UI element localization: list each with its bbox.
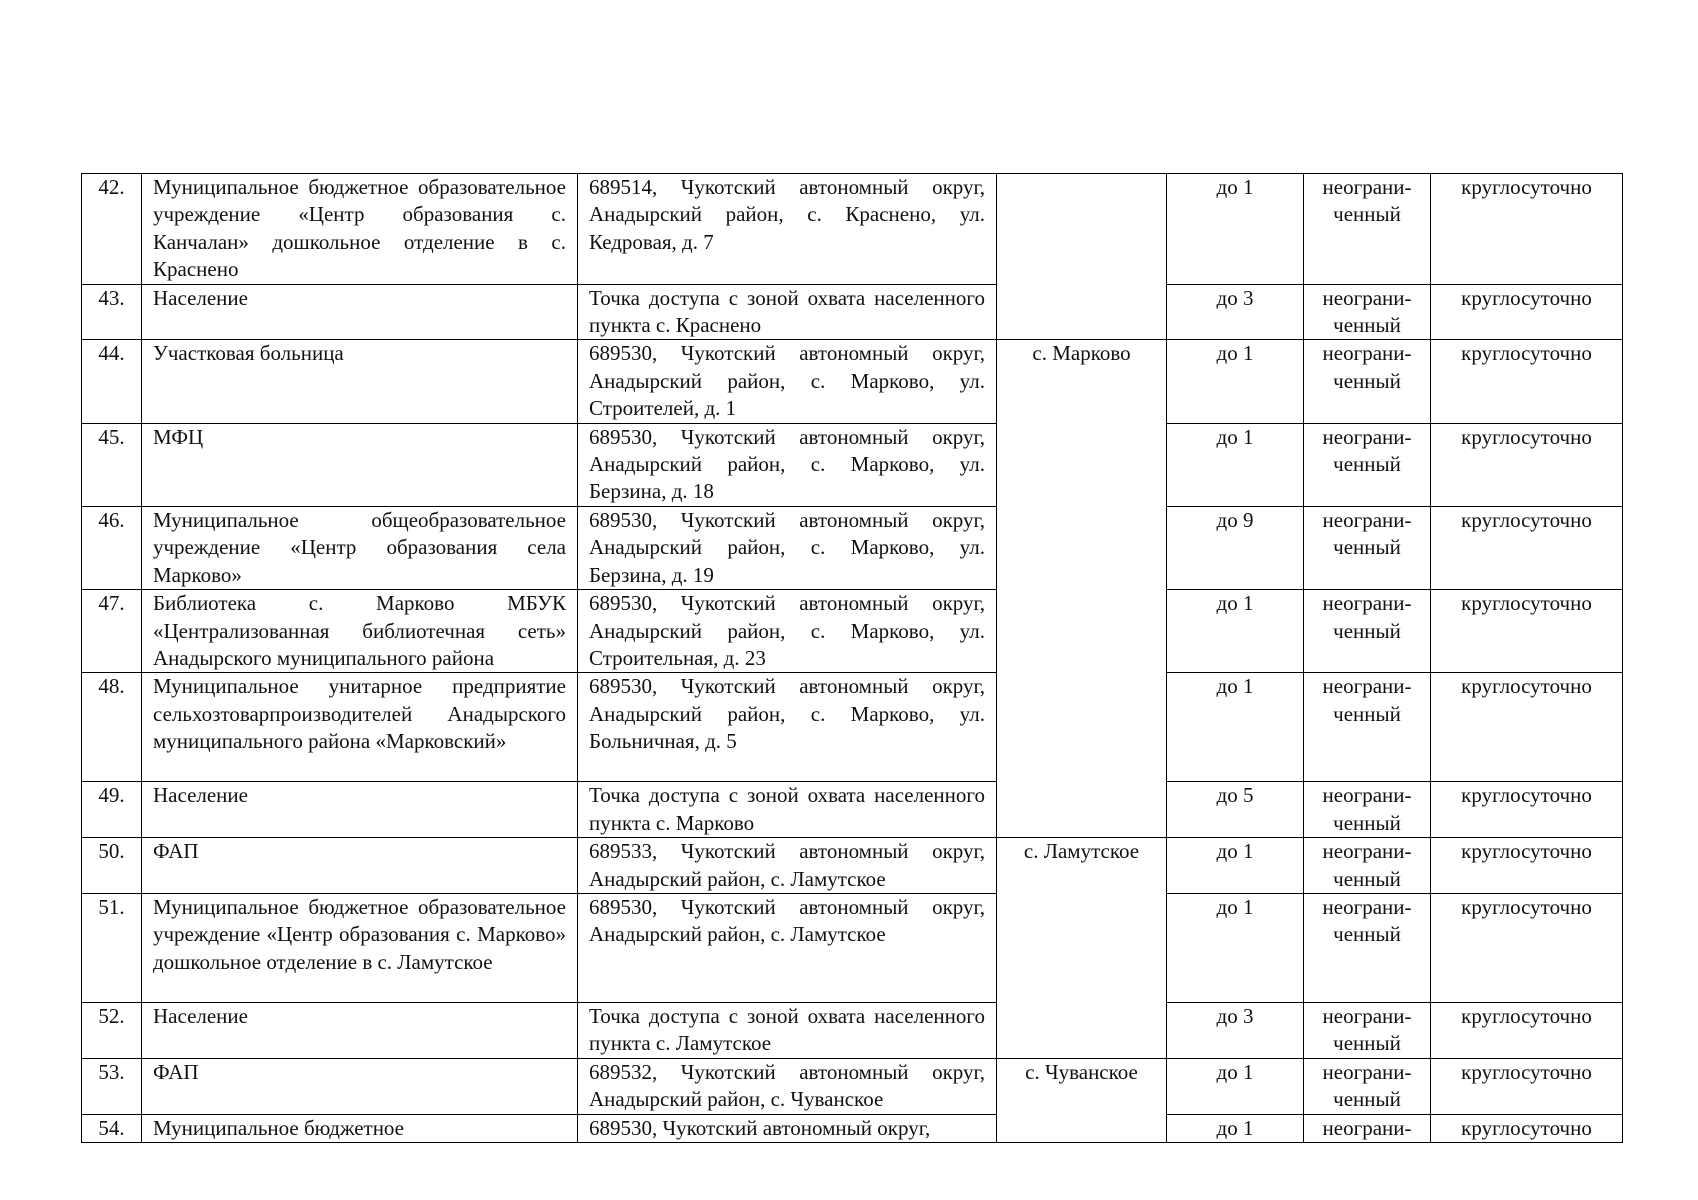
address: 689530, Чукотский автономный округ, xyxy=(578,1114,997,1142)
address: 689530, Чукотский автономный округ, Анадырский район, с. Марково, ул. Строителей, д. 1 xyxy=(578,340,997,423)
row-number: 45. xyxy=(82,423,142,506)
locality-cell: с. Марково xyxy=(997,340,1167,838)
operating-mode: круглосуточно xyxy=(1431,1058,1623,1114)
table-row xyxy=(82,284,1623,340)
row-number: 47. xyxy=(82,590,142,673)
address: 689532, Чукотский автономный округ, Анадырский район, с. Чуванское xyxy=(578,1058,997,1114)
address: 689530, Чукотский автономный округ, Анадырский район, с. Марково, ул. Строительная, д. 23 xyxy=(578,590,997,673)
operating-mode: круглосуточно xyxy=(1431,838,1623,894)
row-number: 42. xyxy=(82,174,142,285)
traffic-limit: неограни-ченный xyxy=(1304,340,1431,423)
connection-points-table xyxy=(81,173,1623,1143)
address: Точка доступа с зоной охвата населенного пункта с. Ламутское xyxy=(578,1002,997,1058)
speed: до 1 xyxy=(1167,174,1304,285)
locality-cell: с. Ламутское xyxy=(997,838,1167,1059)
speed: до 1 xyxy=(1167,1058,1304,1114)
institution-name: Библиотека с. Марково МБУК «Централизованная библиотечная сеть» Анадырского муниципального района xyxy=(142,590,578,673)
row-number: 46. xyxy=(82,506,142,589)
table-row xyxy=(82,673,1623,782)
speed: до 1 xyxy=(1167,340,1304,423)
institution-name: МФЦ xyxy=(142,423,578,506)
address: 689533, Чукотский автономный округ, Анадырский район, с. Ламутское xyxy=(578,838,997,894)
institution-name: Население xyxy=(142,782,578,838)
address: 689530, Чукотский автономный округ, Анадырский район, с. Марково, ул. Берзина, д. 18 xyxy=(578,423,997,506)
speed: до 1 xyxy=(1167,590,1304,673)
table-row xyxy=(82,782,1623,838)
table-row xyxy=(82,838,1623,894)
operating-mode: круглосуточно xyxy=(1431,782,1623,838)
institution-name: Население xyxy=(142,284,578,340)
institution-name: ФАП xyxy=(142,1058,578,1114)
operating-mode: круглосуточно xyxy=(1431,174,1623,285)
operating-mode: круглосуточно xyxy=(1431,506,1623,589)
speed: до 9 xyxy=(1167,506,1304,589)
traffic-limit: неограни-ченный xyxy=(1304,782,1431,838)
institution-name: Участковая больница xyxy=(142,340,578,423)
institution-name: Муниципальное бюджетное xyxy=(142,1114,578,1142)
locality-cell: с. Чуванское xyxy=(997,1058,1167,1142)
traffic-limit: неограни-ченный xyxy=(1304,893,1431,1002)
speed: до 1 xyxy=(1167,423,1304,506)
row-number: 50. xyxy=(82,838,142,894)
table-row xyxy=(82,893,1623,1002)
operating-mode: круглосуточно xyxy=(1431,284,1623,340)
operating-mode: круглосуточно xyxy=(1431,673,1623,782)
speed: до 5 xyxy=(1167,782,1304,838)
speed: до 3 xyxy=(1167,1002,1304,1058)
speed: до 1 xyxy=(1167,838,1304,894)
traffic-limit: неограни-ченный xyxy=(1304,673,1431,782)
institution-name: Население xyxy=(142,1002,578,1058)
traffic-limit: неограни-ченный xyxy=(1304,506,1431,589)
traffic-limit: неограни- xyxy=(1304,1114,1431,1142)
table-row xyxy=(82,506,1623,589)
table-row xyxy=(82,340,1623,423)
traffic-limit: неограни-ченный xyxy=(1304,838,1431,894)
speed: до 1 xyxy=(1167,673,1304,782)
traffic-limit: неограни-ченный xyxy=(1304,1002,1431,1058)
locality-cell xyxy=(997,174,1167,340)
traffic-limit: неограни-ченный xyxy=(1304,284,1431,340)
institution-name: Муниципальное бюджетное образовательное учреждение «Центр образования с. Канчалан» дошкольное отделение в с. Краснено xyxy=(142,174,578,285)
address: 689514, Чукотский автономный округ, Анадырский район, с. Краснено, ул. Кедровая, д. 7 xyxy=(578,174,997,285)
row-number: 53. xyxy=(82,1058,142,1114)
traffic-limit: неограни-ченный xyxy=(1304,174,1431,285)
operating-mode: круглосуточно xyxy=(1431,1114,1623,1142)
traffic-limit: неограни-ченный xyxy=(1304,1058,1431,1114)
row-number: 54. xyxy=(82,1114,142,1142)
operating-mode: круглосуточно xyxy=(1431,340,1623,423)
address: 689530, Чукотский автономный округ, Анадырский район, с. Марково, ул. Больничная, д. 5 xyxy=(578,673,997,782)
traffic-limit: неограни-ченный xyxy=(1304,590,1431,673)
operating-mode: круглосуточно xyxy=(1431,893,1623,1002)
address: 689530, Чукотский автономный округ, Анадырский район, с. Ламутское xyxy=(578,893,997,1002)
row-number: 49. xyxy=(82,782,142,838)
institution-name: Муниципальное бюджетное образовательное учреждение «Центр образования с. Марково» дошкольное отделение в с. Ламутское xyxy=(142,893,578,1002)
operating-mode: круглосуточно xyxy=(1431,590,1623,673)
table-row xyxy=(82,1002,1623,1058)
speed: до 1 xyxy=(1167,1114,1304,1142)
speed: до 3 xyxy=(1167,284,1304,340)
table-row xyxy=(82,423,1623,506)
traffic-limit: неограни-ченный xyxy=(1304,423,1431,506)
operating-mode: круглосуточно xyxy=(1431,1002,1623,1058)
row-number: 43. xyxy=(82,284,142,340)
address: 689530, Чукотский автономный округ, Анадырский район, с. Марково, ул. Берзина, д. 19 xyxy=(578,506,997,589)
institution-name: Муниципальное общеобразовательное учреждение «Центр образования села Марково» xyxy=(142,506,578,589)
row-number: 51. xyxy=(82,893,142,1002)
address: Точка доступа с зоной охвата населенного пункта с. Марково xyxy=(578,782,997,838)
institution-name: ФАП xyxy=(142,838,578,894)
table-row xyxy=(82,1114,1623,1142)
address: Точка доступа с зоной охвата населенного пункта с. Краснено xyxy=(578,284,997,340)
row-number: 44. xyxy=(82,340,142,423)
table-row xyxy=(82,174,1623,285)
table-row xyxy=(82,590,1623,673)
speed: до 1 xyxy=(1167,893,1304,1002)
table-row xyxy=(82,1058,1623,1114)
row-number: 48. xyxy=(82,673,142,782)
operating-mode: круглосуточно xyxy=(1431,423,1623,506)
institution-name: Муниципальное унитарное предприятие сельхозтоварпроизводителей Анадырского муниципального района «Марковский» xyxy=(142,673,578,782)
row-number: 52. xyxy=(82,1002,142,1058)
